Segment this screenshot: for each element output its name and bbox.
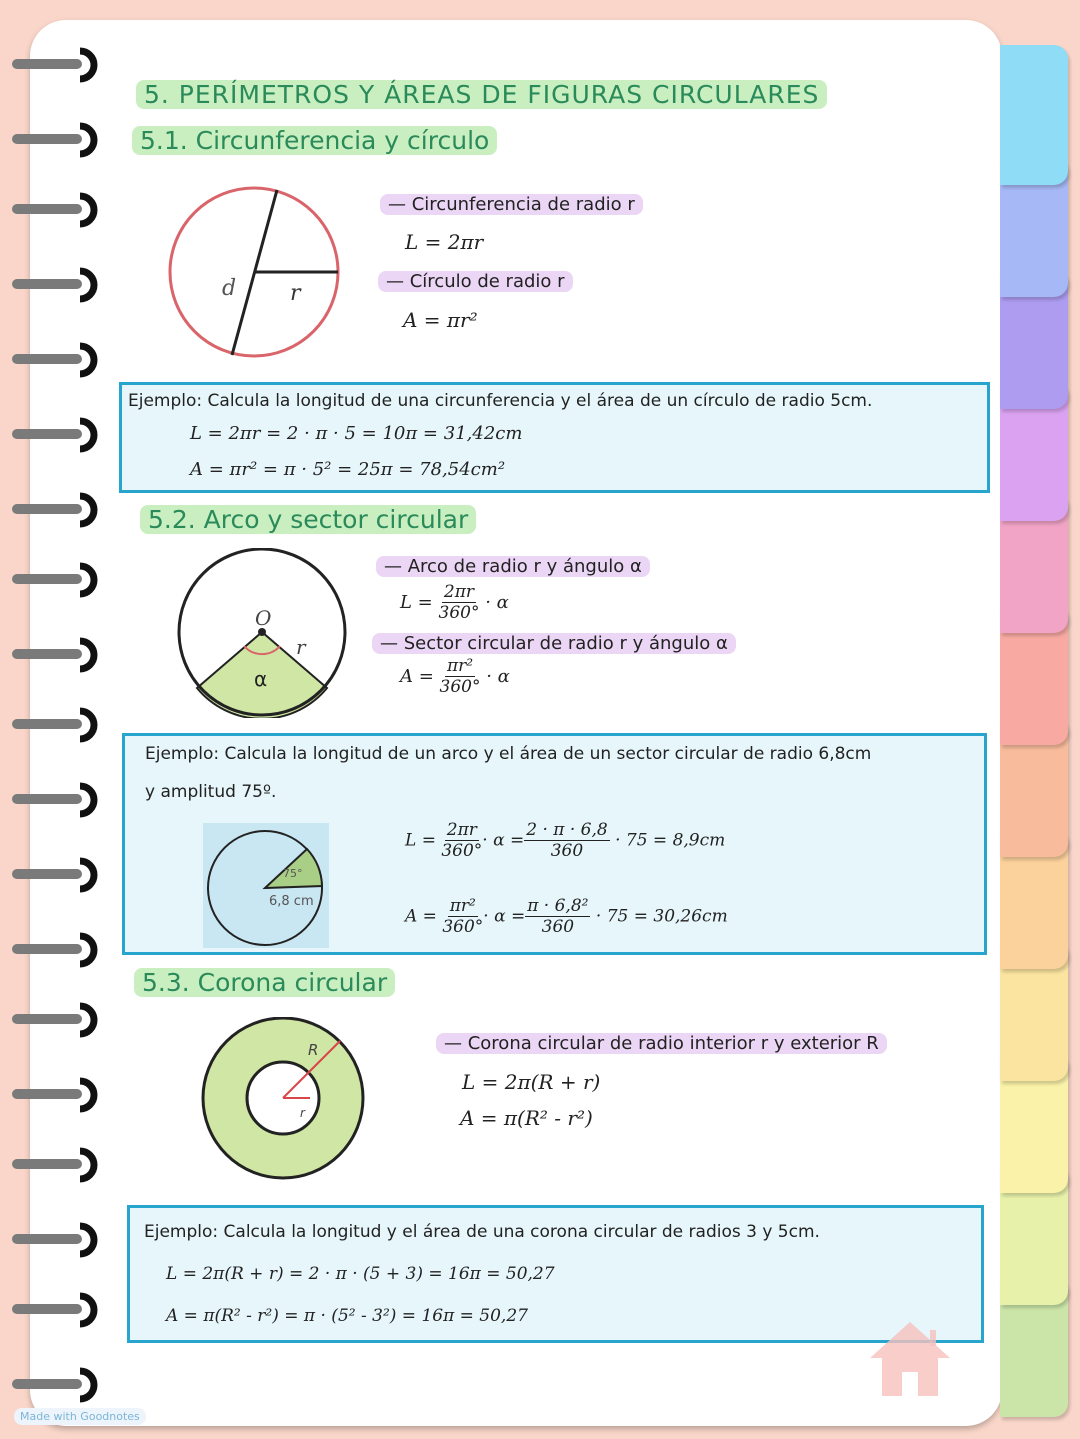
spiral-ring	[10, 1145, 102, 1185]
spiral-ring	[10, 490, 102, 530]
formula-length: L = 2π(R + r)	[462, 1070, 601, 1094]
label-circle: — Círculo de radio r	[378, 271, 573, 292]
example-text: Ejemplo: Calcula la longitud y el área de una corona circular de radios 3 y 5cm.	[144, 1222, 820, 1242]
spiral-ring	[10, 1365, 102, 1405]
svg-text:R: R	[308, 1041, 319, 1059]
label-circumference: — Circunferencia de radio r	[380, 194, 643, 215]
svg-text:α: α	[254, 667, 268, 691]
spiral-ring	[10, 855, 102, 895]
spiral-ring	[10, 340, 102, 380]
example-line: L = 2πr = 2 · π · 5 = 10π = 31,42cm	[190, 423, 523, 444]
section-heading: 5.2. Arco y sector circular	[140, 505, 476, 534]
svg-text:75°: 75°	[283, 867, 303, 880]
annulus-diagram	[200, 1017, 370, 1182]
formula-sector: A = $\frac{\text{πr²}}{360^\circ}$ · α	[400, 656, 510, 698]
spiral-ring	[10, 415, 102, 455]
goodnotes-watermark: Made with Goodnotes	[14, 1408, 146, 1425]
example-text: Ejemplo: Calcula la longitud de una circunferencia y el área de un círculo de radio 5cm.	[128, 391, 873, 411]
spiral-ring	[10, 635, 102, 675]
spiral-ring	[10, 1075, 102, 1115]
page-title: 5. PERÍMETROS Y ÁREAS DE FIGURAS CIRCULARES	[136, 80, 827, 109]
svg-text:r: r	[300, 1106, 305, 1120]
formula-arc: L = $\frac{2\pi r}{360^\circ}$ · α	[400, 582, 509, 624]
spiral-ring	[10, 1220, 102, 1260]
svg-text:6,8 cm: 6,8 cm	[269, 894, 314, 909]
section-heading: 5.3. Corona circular	[134, 968, 395, 997]
spiral-ring	[10, 930, 102, 970]
label-arc: — Arco de radio r y ángulo α	[376, 556, 650, 577]
example-box-3	[127, 1205, 984, 1343]
svg-text:r: r	[296, 635, 306, 659]
example-box-1	[119, 382, 990, 493]
spiral-ring	[10, 190, 102, 230]
sector-diagram	[172, 548, 352, 718]
spiral-ring	[10, 1000, 102, 1040]
spiral-ring	[10, 120, 102, 160]
spiral-ring	[10, 1290, 102, 1330]
example-line: A = $\frac{\text{πr²}}{360^\circ}$ · α = $\frac{\text{π · 6,8²}}{360}$ · 75 = 30,26cm	[405, 896, 728, 938]
example-line: L = 2π(R + r) = 2 · π · (5 + 3) = 16π = 50,27	[166, 1264, 555, 1284]
example-line: A = πr² = π · 5² = 25π = 78,54cm²	[190, 459, 506, 480]
example-box-2	[122, 733, 987, 955]
formula-area: A = π(R² - r²)	[460, 1106, 593, 1130]
svg-text:d: d	[222, 276, 237, 301]
spiral-ring	[10, 45, 102, 85]
spiral-ring	[10, 705, 102, 745]
section-heading: 5.1. Circunferencia y círculo	[132, 126, 497, 155]
svg-text:O: O	[255, 606, 272, 630]
sector-example-diagram	[203, 823, 329, 948]
spiral-ring	[10, 780, 102, 820]
spiral-ring	[10, 265, 102, 305]
example-text: y amplitud 75º.	[145, 782, 277, 802]
spiral-ring	[10, 560, 102, 600]
formula-area: A = πr²	[403, 308, 478, 332]
example-line: A = π(R² - r²) = π · (5² - 3²) = 16π = 50,27	[166, 1306, 528, 1326]
section-tab[interactable]	[1000, 45, 1068, 185]
circle-diagram	[160, 180, 350, 360]
example-text: Ejemplo: Calcula la longitud de un arco y el área de un sector circular de radio 6,8cm	[145, 744, 872, 764]
home-icon[interactable]	[868, 1320, 952, 1396]
label-annulus: — Corona circular de radio interior r y exterior R	[436, 1033, 887, 1054]
label-sector: — Sector circular de radio r y ángulo α	[372, 633, 736, 654]
formula-length: L = 2πr	[405, 230, 484, 254]
example-line: L = $\frac{2\pi r}{360^\circ}$ · α = $\frac{2 \cdot \pi \cdot 6,8}{360}$ · 75 = 8,9cm	[405, 820, 726, 862]
svg-text:r: r	[290, 281, 301, 306]
